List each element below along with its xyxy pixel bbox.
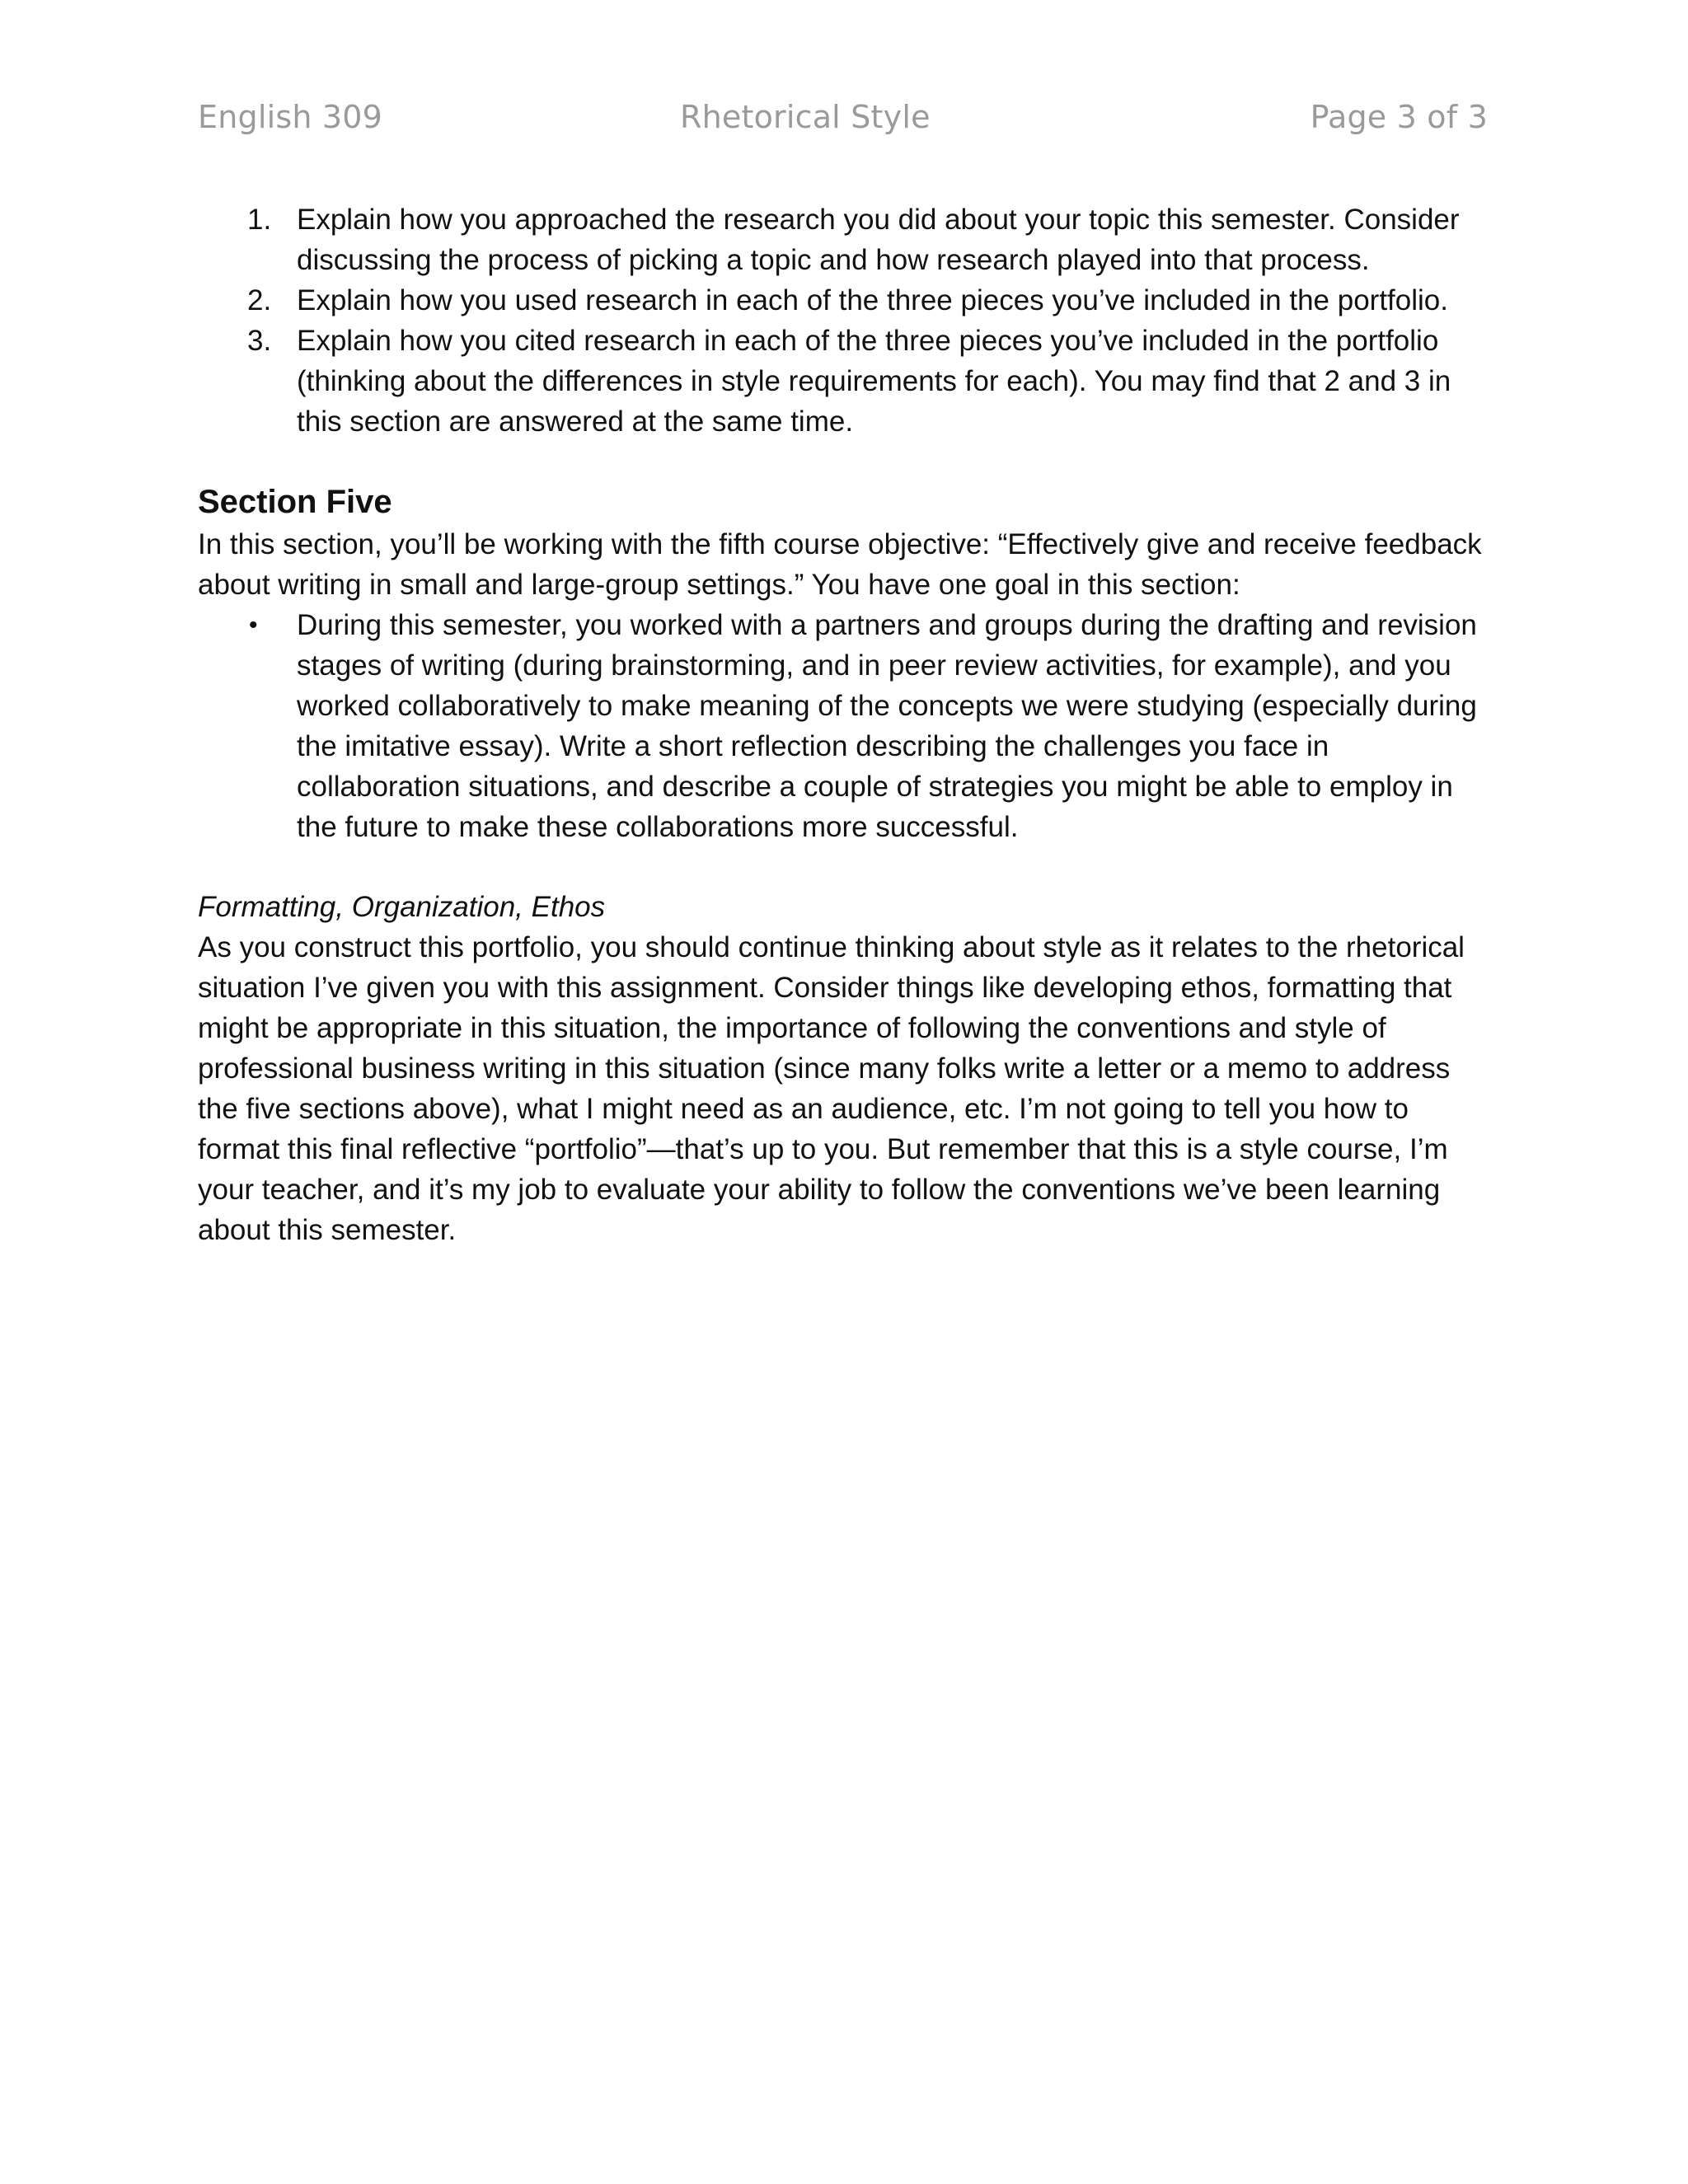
formatting-heading: Formatting, Organization, Ethos [198, 891, 606, 923]
section-five-heading: Section Five [198, 484, 392, 520]
section-five-intro: In this section, you’ll be working with the fifth course objective: “Effectively give and receive feedback about writing in small and large-group settings.” You have one goal in this section: [198, 528, 1482, 601]
header-course: English 309 [198, 99, 383, 135]
list-item [198, 605, 1492, 847]
document-body [198, 199, 1492, 1250]
list-item-text: During this semester, you worked with a partners and groups during the drafting and revision stages of writing (during brainstorming, and in peer review activities, for example), and you worked collaboratively to make meaning of the concepts we were studying (especially during the imitative essay). Write a short reflection describing the challenges you face in collaboration situations, and describe a couple of strategies you might be able to employ in the future to make these collaborations more successful. [297, 609, 1477, 843]
header-page-number: Page 3 of 3 [1310, 99, 1488, 135]
document-page [198, 0, 1492, 2184]
page-header [198, 99, 1488, 148]
list-item [198, 321, 1492, 442]
bullet-marker: • [249, 612, 258, 639]
list-item-text: Explain how you used research in each of the three pieces you’ve included in the portfolio. [297, 284, 1448, 316]
formatting-body: As you construct this portfolio, you should continue thinking about style as it relates to the rhetorical situation I’ve given you with this assignment. Consider things like developing ethos, formatting that might be appropriate in this situation, the importance of following the conventions and style of professional business writing in this situation (since many folks write a letter or a memo to address the five sections above), what I might need as an audience, etc. I’m not going to tell you how to format this final reflective “portfolio”—that’s up to you. But remember that this is a style course, I’m your teacher, and it’s my job to evaluate your ability to follow the conventions we’ve been learning about this semester. [198, 931, 1465, 1246]
list-marker: 3. [247, 325, 272, 357]
section-five-bullet-list [198, 605, 1492, 847]
research-numbered-list [198, 199, 1492, 442]
header-title: Rhetorical Style [680, 99, 931, 135]
list-marker: 2. [247, 284, 272, 316]
list-item [198, 199, 1492, 280]
list-item-text: Explain how you cited research in each of the three pieces you’ve included in the portfolio (thinking about the differences in style requirements for each). You may find that 2 and 3 in this section are answered at the same time. [297, 325, 1451, 438]
list-item-text: Explain how you approached the research you did about your topic this semester. Consider discussing the process of picking a topic and how research played into that process. [297, 204, 1460, 276]
list-item [198, 280, 1492, 321]
list-marker: 1. [247, 204, 272, 236]
